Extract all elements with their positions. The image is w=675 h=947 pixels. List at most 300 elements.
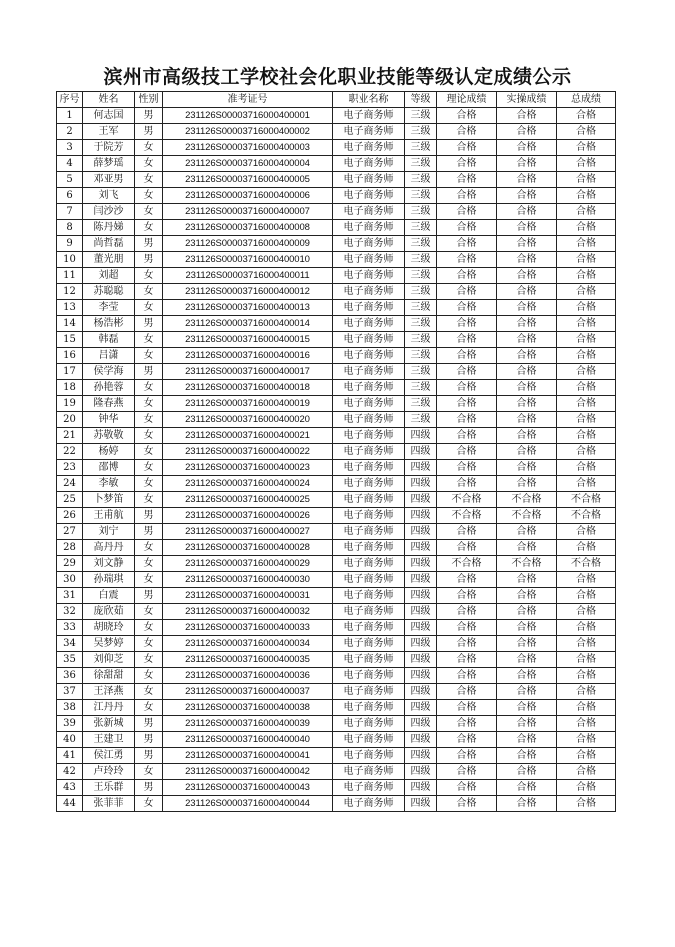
cell-gender: 女 — [135, 332, 163, 348]
cell-theory: 合格 — [437, 572, 497, 588]
cell-index: 38 — [57, 700, 83, 716]
cell-index: 16 — [57, 348, 83, 364]
cell-level: 四级 — [405, 796, 437, 812]
cell-cert-no: 231126S00003716000400043 — [163, 780, 333, 796]
cell-name: 孙瑞琪 — [83, 572, 135, 588]
cell-level: 四级 — [405, 764, 437, 780]
cell-theory: 合格 — [437, 716, 497, 732]
cell-practical: 合格 — [497, 524, 557, 540]
cell-cert-no: 231126S00003716000400030 — [163, 572, 333, 588]
table-row — [57, 364, 616, 380]
cell-occupation: 电子商务师 — [333, 140, 405, 156]
table-row — [57, 524, 616, 540]
cell-practical: 合格 — [497, 732, 557, 748]
cell-level: 四级 — [405, 460, 437, 476]
cell-cert-no: 231126S00003716000400036 — [163, 668, 333, 684]
cell-gender: 男 — [135, 124, 163, 140]
cell-cert-no: 231126S00003716000400005 — [163, 172, 333, 188]
cell-index: 41 — [57, 748, 83, 764]
cell-name: 刘文静 — [83, 556, 135, 572]
cell-practical: 合格 — [497, 604, 557, 620]
cell-name: 王建卫 — [83, 732, 135, 748]
cell-level: 三级 — [405, 236, 437, 252]
table-row — [57, 412, 616, 428]
cell-total: 合格 — [557, 716, 616, 732]
cell-gender: 女 — [135, 492, 163, 508]
cell-occupation: 电子商务师 — [333, 364, 405, 380]
cell-total: 合格 — [557, 636, 616, 652]
cell-total: 合格 — [557, 588, 616, 604]
cell-gender: 女 — [135, 620, 163, 636]
cell-total: 合格 — [557, 428, 616, 444]
cell-level: 三级 — [405, 124, 437, 140]
table-row — [57, 124, 616, 140]
cell-index: 17 — [57, 364, 83, 380]
cell-level: 四级 — [405, 748, 437, 764]
table-row — [57, 540, 616, 556]
cell-name: 陈丹娣 — [83, 220, 135, 236]
cell-gender: 男 — [135, 588, 163, 604]
cell-occupation: 电子商务师 — [333, 492, 405, 508]
cell-theory: 合格 — [437, 476, 497, 492]
cell-index: 27 — [57, 524, 83, 540]
cell-level: 三级 — [405, 364, 437, 380]
header-col-practical: 实操成绩 — [497, 92, 557, 108]
cell-level: 四级 — [405, 716, 437, 732]
cell-name: 胡晓玲 — [83, 620, 135, 636]
cell-gender: 女 — [135, 604, 163, 620]
cell-name: 刘宁 — [83, 524, 135, 540]
cell-index: 28 — [57, 540, 83, 556]
cell-index: 44 — [57, 796, 83, 812]
cell-total: 合格 — [557, 668, 616, 684]
cell-level: 四级 — [405, 652, 437, 668]
table-row — [57, 764, 616, 780]
cell-index: 29 — [57, 556, 83, 572]
cell-gender: 男 — [135, 108, 163, 124]
cell-practical: 合格 — [497, 364, 557, 380]
cell-occupation: 电子商务师 — [333, 748, 405, 764]
score-table — [56, 91, 616, 812]
cell-cert-no: 231126S00003716000400002 — [163, 124, 333, 140]
cell-level: 四级 — [405, 700, 437, 716]
cell-index: 21 — [57, 428, 83, 444]
cell-cert-no: 231126S00003716000400023 — [163, 460, 333, 476]
cell-total: 合格 — [557, 572, 616, 588]
cell-theory: 合格 — [437, 524, 497, 540]
cell-cert-no: 231126S00003716000400006 — [163, 188, 333, 204]
table-row — [57, 300, 616, 316]
cell-total: 合格 — [557, 684, 616, 700]
cell-practical: 合格 — [497, 172, 557, 188]
cell-occupation: 电子商务师 — [333, 188, 405, 204]
cell-practical: 合格 — [497, 588, 557, 604]
cell-gender: 女 — [135, 540, 163, 556]
table-row — [57, 188, 616, 204]
cell-name: 王甫航 — [83, 508, 135, 524]
cell-level: 三级 — [405, 300, 437, 316]
cell-theory: 合格 — [437, 188, 497, 204]
cell-index: 31 — [57, 588, 83, 604]
cell-level: 四级 — [405, 540, 437, 556]
cell-occupation: 电子商务师 — [333, 220, 405, 236]
cell-level: 四级 — [405, 636, 437, 652]
cell-practical: 合格 — [497, 748, 557, 764]
cell-level: 四级 — [405, 732, 437, 748]
table-row — [57, 332, 616, 348]
cell-gender: 女 — [135, 380, 163, 396]
cell-index: 1 — [57, 108, 83, 124]
table-row — [57, 684, 616, 700]
cell-level: 三级 — [405, 380, 437, 396]
cell-name: 刘仰芝 — [83, 652, 135, 668]
cell-level: 三级 — [405, 220, 437, 236]
cell-total: 不合格 — [557, 492, 616, 508]
cell-practical: 合格 — [497, 156, 557, 172]
cell-index: 6 — [57, 188, 83, 204]
cell-practical: 合格 — [497, 236, 557, 252]
cell-gender: 女 — [135, 348, 163, 364]
cell-theory: 合格 — [437, 204, 497, 220]
cell-practical: 合格 — [497, 668, 557, 684]
cell-occupation: 电子商务师 — [333, 284, 405, 300]
cell-gender: 女 — [135, 636, 163, 652]
cell-occupation: 电子商务师 — [333, 684, 405, 700]
table-row — [57, 572, 616, 588]
cell-index: 11 — [57, 268, 83, 284]
cell-total: 合格 — [557, 764, 616, 780]
cell-index: 35 — [57, 652, 83, 668]
cell-gender: 男 — [135, 748, 163, 764]
cell-occupation: 电子商务师 — [333, 780, 405, 796]
cell-cert-no: 231126S00003716000400040 — [163, 732, 333, 748]
cell-total: 合格 — [557, 220, 616, 236]
cell-level: 四级 — [405, 620, 437, 636]
cell-theory: 合格 — [437, 316, 497, 332]
cell-name: 李敏 — [83, 476, 135, 492]
cell-theory: 合格 — [437, 444, 497, 460]
cell-index: 4 — [57, 156, 83, 172]
cell-name: 薛梦瑶 — [83, 156, 135, 172]
cell-practical: 合格 — [497, 620, 557, 636]
cell-practical: 合格 — [497, 444, 557, 460]
cell-gender: 女 — [135, 684, 163, 700]
cell-total: 合格 — [557, 172, 616, 188]
cell-index: 18 — [57, 380, 83, 396]
cell-total: 合格 — [557, 348, 616, 364]
cell-name: 于院芳 — [83, 140, 135, 156]
cell-name: 闫沙沙 — [83, 204, 135, 220]
cell-gender: 女 — [135, 220, 163, 236]
cell-theory: 合格 — [437, 412, 497, 428]
cell-level: 三级 — [405, 332, 437, 348]
cell-gender: 男 — [135, 236, 163, 252]
cell-name: 苏敬敬 — [83, 428, 135, 444]
page-title: 滨州市高级技工学校社会化职业技能等级认定成绩公示 — [103, 66, 572, 88]
cell-cert-no: 231126S00003716000400012 — [163, 284, 333, 300]
cell-theory: 合格 — [437, 156, 497, 172]
cell-level: 四级 — [405, 428, 437, 444]
cell-cert-no: 231126S00003716000400034 — [163, 636, 333, 652]
cell-level: 四级 — [405, 476, 437, 492]
cell-gender: 女 — [135, 652, 163, 668]
cell-theory: 合格 — [437, 268, 497, 284]
table-row — [57, 108, 616, 124]
cell-total: 合格 — [557, 140, 616, 156]
cell-total: 合格 — [557, 300, 616, 316]
cell-level: 四级 — [405, 684, 437, 700]
cell-theory: 合格 — [437, 140, 497, 156]
table-row — [57, 284, 616, 300]
cell-practical: 合格 — [497, 572, 557, 588]
cell-level: 三级 — [405, 188, 437, 204]
cell-gender: 女 — [135, 700, 163, 716]
cell-name: 何志国 — [83, 108, 135, 124]
cell-practical: 合格 — [497, 332, 557, 348]
cell-gender: 女 — [135, 156, 163, 172]
cell-level: 四级 — [405, 780, 437, 796]
cell-practical: 合格 — [497, 716, 557, 732]
cell-cert-no: 231126S00003716000400001 — [163, 108, 333, 124]
cell-occupation: 电子商务师 — [333, 236, 405, 252]
cell-level: 三级 — [405, 156, 437, 172]
cell-gender: 女 — [135, 300, 163, 316]
cell-occupation: 电子商务师 — [333, 668, 405, 684]
cell-cert-no: 231126S00003716000400029 — [163, 556, 333, 572]
table-row — [57, 252, 616, 268]
table-row — [57, 380, 616, 396]
cell-level: 四级 — [405, 492, 437, 508]
header-col-name: 姓名 — [83, 92, 135, 108]
cell-gender: 女 — [135, 428, 163, 444]
cell-name: 高丹丹 — [83, 540, 135, 556]
table-row — [57, 204, 616, 220]
cell-occupation: 电子商务师 — [333, 348, 405, 364]
cell-occupation: 电子商务师 — [333, 588, 405, 604]
cell-cert-no: 231126S00003716000400008 — [163, 220, 333, 236]
cell-name: 张菲菲 — [83, 796, 135, 812]
cell-occupation: 电子商务师 — [333, 652, 405, 668]
cell-total: 合格 — [557, 540, 616, 556]
cell-cert-no: 231126S00003716000400015 — [163, 332, 333, 348]
cell-practical: 合格 — [497, 412, 557, 428]
table-row — [57, 716, 616, 732]
cell-theory: 合格 — [437, 540, 497, 556]
header-col-gender: 性别 — [135, 92, 163, 108]
cell-cert-no: 231126S00003716000400025 — [163, 492, 333, 508]
cell-practical: 合格 — [497, 252, 557, 268]
cell-name: 侯学海 — [83, 364, 135, 380]
cell-index: 40 — [57, 732, 83, 748]
cell-practical: 合格 — [497, 636, 557, 652]
cell-cert-no: 231126S00003716000400020 — [163, 412, 333, 428]
cell-occupation: 电子商务师 — [333, 476, 405, 492]
cell-name: 钟华 — [83, 412, 135, 428]
cell-name: 王乐群 — [83, 780, 135, 796]
cell-theory: 合格 — [437, 636, 497, 652]
cell-index: 12 — [57, 284, 83, 300]
cell-cert-no: 231126S00003716000400007 — [163, 204, 333, 220]
cell-index: 7 — [57, 204, 83, 220]
cell-cert-no: 231126S00003716000400004 — [163, 156, 333, 172]
cell-occupation: 电子商务师 — [333, 268, 405, 284]
cell-total: 合格 — [557, 780, 616, 796]
cell-theory: 合格 — [437, 748, 497, 764]
cell-name: 邵博 — [83, 460, 135, 476]
cell-gender: 女 — [135, 764, 163, 780]
cell-total: 合格 — [557, 252, 616, 268]
cell-theory: 合格 — [437, 780, 497, 796]
header-col-occupation: 职业名称 — [333, 92, 405, 108]
cell-name: 吕潇 — [83, 348, 135, 364]
table-header-row — [57, 92, 616, 108]
cell-index: 25 — [57, 492, 83, 508]
cell-total: 不合格 — [557, 556, 616, 572]
cell-gender: 女 — [135, 476, 163, 492]
header-col-cert-no: 准考证号 — [163, 92, 333, 108]
header-col-index: 序号 — [57, 92, 83, 108]
cell-cert-no: 231126S00003716000400011 — [163, 268, 333, 284]
cell-name: 张新城 — [83, 716, 135, 732]
cell-name: 卢玲玲 — [83, 764, 135, 780]
cell-practical: 合格 — [497, 188, 557, 204]
cell-theory: 合格 — [437, 396, 497, 412]
cell-practical: 合格 — [497, 684, 557, 700]
cell-cert-no: 231126S00003716000400044 — [163, 796, 333, 812]
cell-name: 侯江勇 — [83, 748, 135, 764]
table-row — [57, 620, 616, 636]
cell-occupation: 电子商务师 — [333, 156, 405, 172]
table-row — [57, 796, 616, 812]
cell-total: 合格 — [557, 316, 616, 332]
cell-gender: 女 — [135, 444, 163, 460]
cell-cert-no: 231126S00003716000400018 — [163, 380, 333, 396]
cell-practical: 合格 — [497, 780, 557, 796]
cell-total: 合格 — [557, 124, 616, 140]
cell-gender: 女 — [135, 172, 163, 188]
cell-occupation: 电子商务师 — [333, 732, 405, 748]
table-row — [57, 556, 616, 572]
cell-name: 董光朋 — [83, 252, 135, 268]
cell-level: 三级 — [405, 348, 437, 364]
cell-total: 合格 — [557, 748, 616, 764]
cell-theory: 不合格 — [437, 556, 497, 572]
cell-cert-no: 231126S00003716000400032 — [163, 604, 333, 620]
cell-cert-no: 231126S00003716000400042 — [163, 764, 333, 780]
table-row — [57, 588, 616, 604]
header-col-total: 总成绩 — [557, 92, 616, 108]
cell-gender: 女 — [135, 204, 163, 220]
table-row — [57, 428, 616, 444]
cell-occupation: 电子商务师 — [333, 444, 405, 460]
cell-level: 三级 — [405, 268, 437, 284]
cell-theory: 合格 — [437, 764, 497, 780]
cell-practical: 合格 — [497, 140, 557, 156]
cell-name: 王军 — [83, 124, 135, 140]
cell-gender: 女 — [135, 668, 163, 684]
cell-index: 42 — [57, 764, 83, 780]
cell-occupation: 电子商务师 — [333, 716, 405, 732]
cell-index: 26 — [57, 508, 83, 524]
cell-practical: 合格 — [497, 300, 557, 316]
cell-total: 合格 — [557, 236, 616, 252]
table-row — [57, 780, 616, 796]
cell-theory: 合格 — [437, 668, 497, 684]
cell-total: 合格 — [557, 396, 616, 412]
cell-total: 合格 — [557, 700, 616, 716]
cell-occupation: 电子商务师 — [333, 460, 405, 476]
cell-total: 合格 — [557, 188, 616, 204]
cell-gender: 男 — [135, 732, 163, 748]
cell-cert-no: 231126S00003716000400037 — [163, 684, 333, 700]
cell-theory: 合格 — [437, 364, 497, 380]
cell-level: 四级 — [405, 588, 437, 604]
cell-cert-no: 231126S00003716000400024 — [163, 476, 333, 492]
cell-theory: 合格 — [437, 460, 497, 476]
cell-practical: 合格 — [497, 124, 557, 140]
cell-practical: 合格 — [497, 268, 557, 284]
cell-total: 合格 — [557, 524, 616, 540]
table-row — [57, 636, 616, 652]
cell-theory: 合格 — [437, 124, 497, 140]
cell-cert-no: 231126S00003716000400019 — [163, 396, 333, 412]
cell-occupation: 电子商务师 — [333, 764, 405, 780]
cell-theory: 合格 — [437, 732, 497, 748]
cell-index: 43 — [57, 780, 83, 796]
cell-total: 合格 — [557, 268, 616, 284]
cell-occupation: 电子商务师 — [333, 796, 405, 812]
table-row — [57, 604, 616, 620]
cell-occupation: 电子商务师 — [333, 380, 405, 396]
cell-name: 孙艳蓉 — [83, 380, 135, 396]
cell-occupation: 电子商务师 — [333, 700, 405, 716]
cell-theory: 合格 — [437, 684, 497, 700]
cell-gender: 女 — [135, 396, 163, 412]
cell-level: 三级 — [405, 396, 437, 412]
cell-name: 邓亚男 — [83, 172, 135, 188]
table-row — [57, 140, 616, 156]
cell-index: 36 — [57, 668, 83, 684]
header-col-level: 等级 — [405, 92, 437, 108]
cell-gender: 女 — [135, 460, 163, 476]
cell-theory: 合格 — [437, 348, 497, 364]
cell-cert-no: 231126S00003716000400022 — [163, 444, 333, 460]
cell-total: 合格 — [557, 204, 616, 220]
cell-occupation: 电子商务师 — [333, 556, 405, 572]
cell-level: 三级 — [405, 316, 437, 332]
cell-level: 三级 — [405, 204, 437, 220]
table-row — [57, 668, 616, 684]
cell-theory: 合格 — [437, 796, 497, 812]
cell-cert-no: 231126S00003716000400016 — [163, 348, 333, 364]
cell-practical: 合格 — [497, 348, 557, 364]
cell-level: 三级 — [405, 252, 437, 268]
cell-cert-no: 231126S00003716000400038 — [163, 700, 333, 716]
cell-total: 不合格 — [557, 508, 616, 524]
cell-theory: 合格 — [437, 300, 497, 316]
cell-total: 合格 — [557, 652, 616, 668]
cell-theory: 合格 — [437, 700, 497, 716]
cell-occupation: 电子商务师 — [333, 332, 405, 348]
cell-cert-no: 231126S00003716000400010 — [163, 252, 333, 268]
cell-gender: 女 — [135, 572, 163, 588]
cell-theory: 合格 — [437, 428, 497, 444]
cell-cert-no: 231126S00003716000400003 — [163, 140, 333, 156]
cell-gender: 男 — [135, 316, 163, 332]
cell-gender: 男 — [135, 780, 163, 796]
cell-index: 8 — [57, 220, 83, 236]
cell-gender: 男 — [135, 252, 163, 268]
